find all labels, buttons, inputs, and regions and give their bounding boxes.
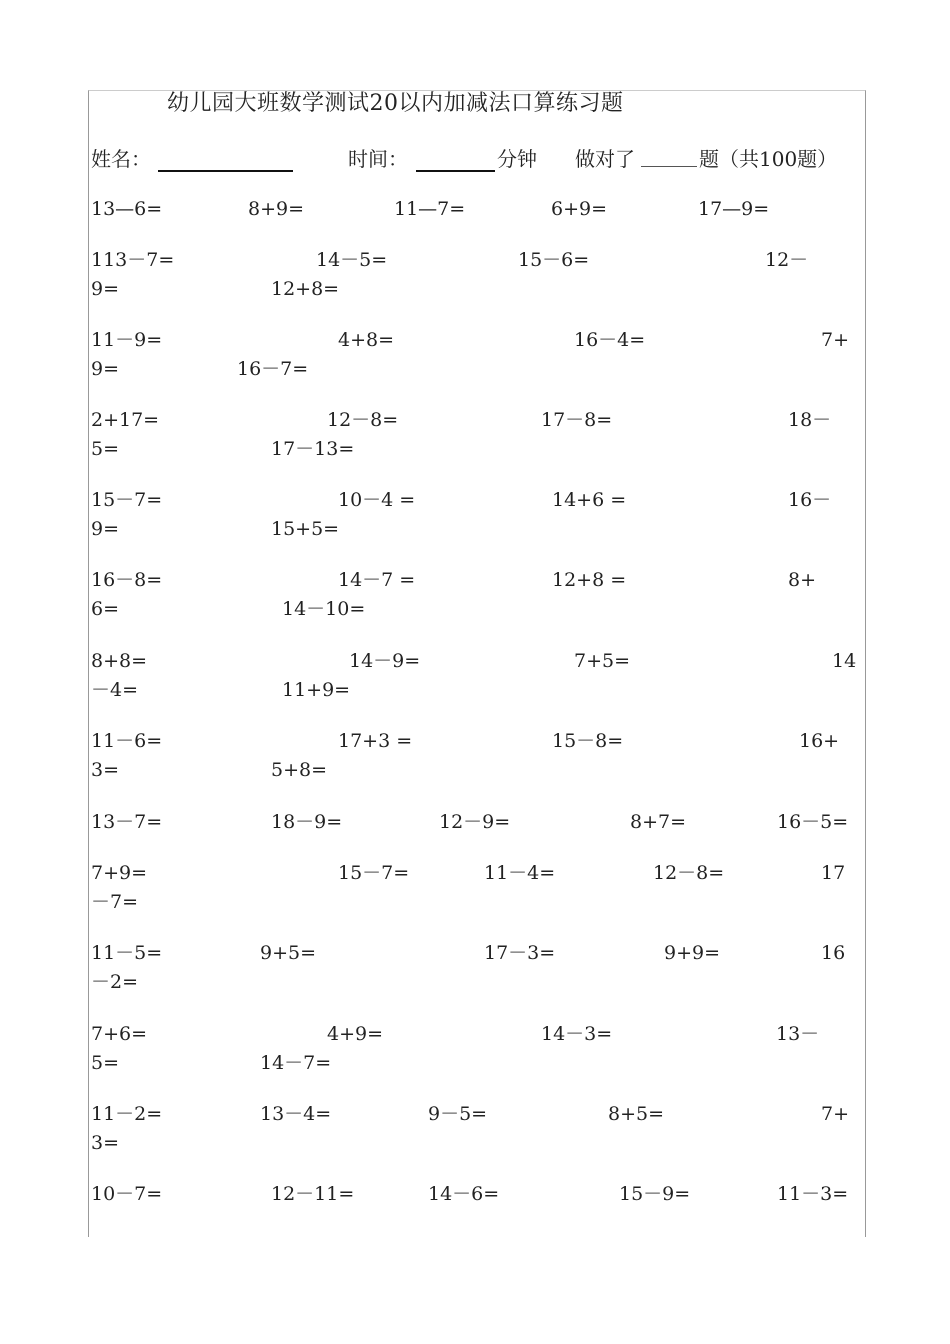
math-problem: 11－9=	[91, 329, 163, 351]
math-problem: 18－	[788, 409, 832, 431]
math-problem: 16－8=	[91, 569, 163, 591]
math-problem: 8+	[788, 569, 817, 591]
math-problem: 15－6=	[518, 249, 590, 271]
math-problem: 14	[832, 650, 857, 672]
math-problem: 16	[821, 942, 846, 964]
math-problem: 14－6=	[428, 1183, 500, 1205]
math-problem: 9－5=	[428, 1103, 488, 1125]
math-problem: 9=	[91, 278, 120, 300]
math-problem: 11+9=	[282, 679, 351, 701]
time-blank[interactable]	[416, 170, 495, 172]
math-problem: 16－5=	[777, 811, 849, 833]
math-problem: 3=	[91, 1132, 120, 1154]
math-problem: 18－9=	[271, 811, 343, 833]
math-problem: 8+8=	[91, 650, 148, 672]
math-problem: 11－4=	[484, 862, 556, 884]
math-problem: 17－8=	[541, 409, 613, 431]
math-problem: 7+9=	[91, 862, 148, 884]
math-problem: 16－7=	[237, 358, 309, 380]
math-problem: 17－3=	[484, 942, 556, 964]
math-problem: 2+17=	[91, 409, 160, 431]
math-problem: 16+	[799, 730, 840, 752]
math-problem: 11－6=	[91, 730, 163, 752]
math-problem: 9+9=	[664, 942, 721, 964]
math-problem: 12－11=	[271, 1183, 355, 1205]
math-problem: 5+8=	[271, 759, 328, 781]
math-problem: 14－7 =	[338, 569, 416, 591]
math-problem: 17	[821, 862, 846, 884]
time-label: 时间：	[348, 147, 408, 171]
math-problem: 14+6 =	[552, 489, 627, 511]
math-problem: 15－7=	[91, 489, 163, 511]
math-problem: 12－9=	[439, 811, 511, 833]
math-problem: 9=	[91, 358, 120, 380]
math-problem: 11－3=	[777, 1183, 849, 1205]
math-problem: 3=	[91, 759, 120, 781]
math-problem: 17－13=	[271, 438, 355, 460]
correct-count-blank[interactable]	[641, 166, 697, 167]
math-problem: 14－5=	[316, 249, 388, 271]
math-problem: 12+8=	[271, 278, 340, 300]
math-problem: 14－10=	[282, 598, 366, 620]
math-problem: 9+5=	[260, 942, 317, 964]
math-problem: 14－7=	[260, 1052, 332, 1074]
math-problem: 6=	[91, 598, 120, 620]
math-problem: 14－9=	[349, 650, 421, 672]
math-problem: 10－7=	[91, 1183, 163, 1205]
math-problem: 13－	[776, 1023, 820, 1045]
minutes-label: 分钟	[497, 147, 537, 171]
math-problem: 17+3 =	[338, 730, 413, 752]
math-problem: 8+7=	[630, 811, 687, 833]
worksheet-frame	[88, 90, 866, 1237]
math-problem: 7+6=	[91, 1023, 148, 1045]
math-problem: 13－4=	[260, 1103, 332, 1125]
math-problem: 12－8=	[327, 409, 399, 431]
math-problem: －2=	[91, 971, 139, 993]
correct-label: 做对了	[575, 147, 635, 171]
math-problem: 15－8=	[552, 730, 624, 752]
math-problem: 4+8=	[338, 329, 395, 351]
name-blank[interactable]	[158, 170, 293, 172]
math-problem: 13－7=	[91, 811, 163, 833]
math-problem: 7+	[821, 1103, 850, 1125]
math-problem: 16－4=	[574, 329, 646, 351]
math-problem: －4=	[91, 679, 139, 701]
math-problem: 9=	[91, 518, 120, 540]
math-problem: 113－7=	[91, 249, 175, 271]
math-problem: 15－9=	[619, 1183, 691, 1205]
math-problem: 5=	[91, 1052, 120, 1074]
math-problem: 5=	[91, 438, 120, 460]
math-problem: 11－2=	[91, 1103, 163, 1125]
math-problem: 4+9=	[327, 1023, 384, 1045]
math-problem: 17—9=	[698, 198, 770, 220]
math-problem: 15－7=	[338, 862, 410, 884]
math-problem: 10－4 =	[338, 489, 416, 511]
math-problem: 7+5=	[574, 650, 631, 672]
name-label: 姓名：	[91, 147, 151, 171]
math-problem: 15+5=	[271, 518, 340, 540]
math-problem: 12+8 =	[552, 569, 627, 591]
math-problem: 14－3=	[541, 1023, 613, 1045]
math-problem: 6+9=	[551, 198, 608, 220]
math-problem: 12－8=	[653, 862, 725, 884]
math-problem: 16－	[788, 489, 832, 511]
math-problem: －7=	[91, 891, 139, 913]
worksheet-title: 幼儿园大班数学测试20以内加减法口算练习题	[167, 91, 624, 116]
math-problem: 13—6=	[91, 198, 163, 220]
math-problem: 11－5=	[91, 942, 163, 964]
math-problem: 8+9=	[248, 198, 305, 220]
math-problem: 12－	[765, 249, 809, 271]
math-problem: 8+5=	[608, 1103, 665, 1125]
math-problem: 11—7=	[394, 198, 466, 220]
total-label: 题（共100题）	[699, 147, 838, 171]
math-problem: 7+	[821, 329, 850, 351]
